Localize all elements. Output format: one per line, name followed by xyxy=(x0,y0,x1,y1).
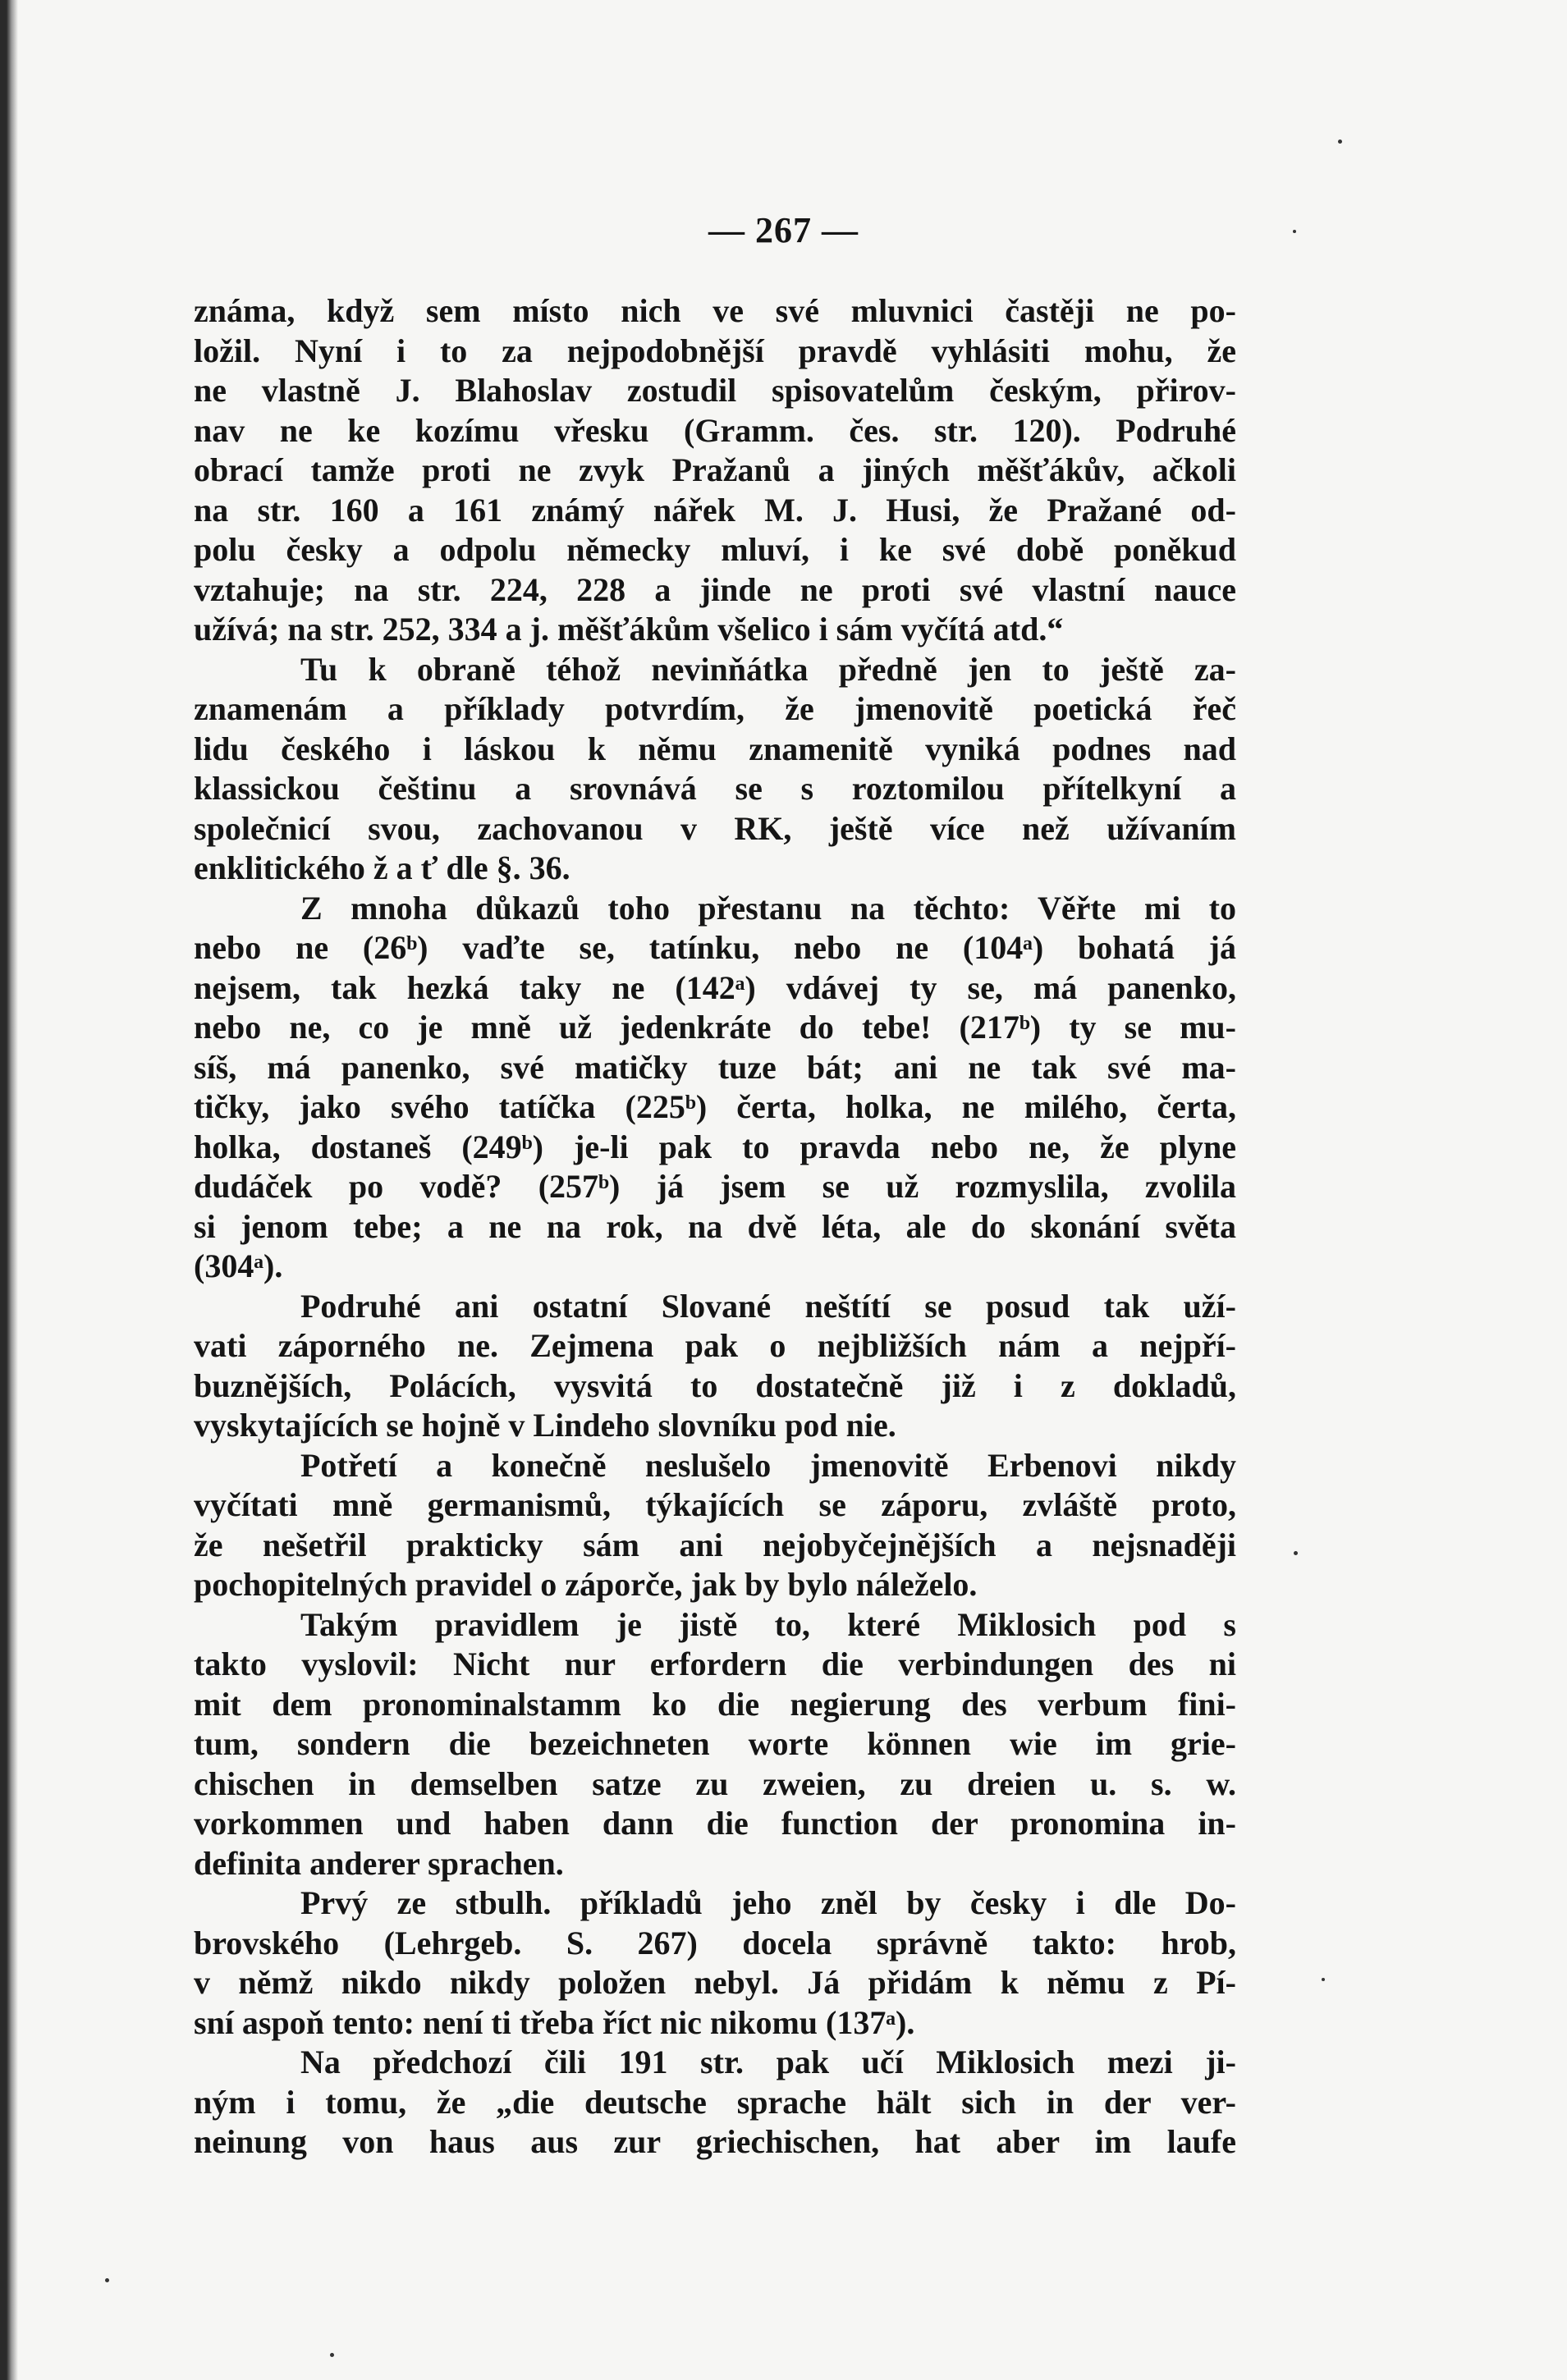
text-line: vztahuje; na str. 224, 228 a jinde ne proti své vlastní nauce xyxy=(194,570,1236,608)
scan-edge xyxy=(0,0,18,2380)
text-line: pochopitelných pravidel o záporče, jak by bylo náleželo. xyxy=(194,1566,978,1603)
text-line: nav ne ke kozímu vřesku (Gramm. čes. str. 120). Podruhé xyxy=(194,411,1236,449)
scan-speck xyxy=(1322,1978,1325,1981)
text-line: vorkommen und haben dann die function der pronomina in- xyxy=(194,1805,1236,1842)
text-line: ne vlastně J. Blahoslav zostudil spisovatelům českým, přirov- xyxy=(194,372,1236,409)
text-line: vati záporného ne. Zejmena pak o nejbližších nám a nejpří- xyxy=(194,1327,1236,1364)
text-line: buznějších, Polácích, vysvitá to dostatečně již i z dokladů, xyxy=(194,1366,1236,1404)
text-line: lidu českého i láskou k němu znamenitě vyniká podnes nad xyxy=(194,730,1236,767)
scan-speck xyxy=(330,2353,334,2357)
text-line: obrací tamže proti ne zvyk Pražanů a jiných měšťákův, ačkoli xyxy=(194,451,1236,488)
text-line: neinung von haus aus zur griechischen, hat aber im laufe xyxy=(194,2123,1236,2160)
text-line: Na předchozí čili 191 str. pak učí Miklosich mezi ji- xyxy=(300,2044,1236,2080)
text-line: takto vyslovil: Nicht nur erfordern die verbindungen des ni xyxy=(194,1645,1236,1682)
text-line: vyskytajících se hojně v Lindeho slovníku pod nie. xyxy=(194,1407,896,1444)
text-line: nebo ne (26ᵇ) vaďte se, tatínku, nebo ne (104ᵃ) bohatá já xyxy=(194,929,1236,966)
text-line: na str. 160 a 161 známý nářek M. J. Husi, že Pražané od- xyxy=(194,491,1236,529)
text-line: si jenom tebe; a ne na rok, na dvě léta, ale do skonání světa xyxy=(194,1207,1236,1245)
text-line: Potřetí a konečně neslušelo jmenovitě Erbenovi nikdy xyxy=(300,1446,1236,1484)
text-line: ným i tomu, že „die deutsche sprache hält sich in der ver- xyxy=(194,2083,1236,2121)
text-line: známa, když sem místo nich ve své mluvnici častěji ne po- xyxy=(194,292,1236,329)
text-line: klassickou češtinu a srovnává se s roztomilou přítelkyní a xyxy=(194,770,1236,807)
text-line: užívá; na str. 252, 334 a j. měšťákům všelico i sám vyčítá atd.“ xyxy=(194,611,1064,648)
text-line: holka, dostaneš (249ᵇ) je-li pak to pravda nebo ne, že plyne xyxy=(194,1128,1236,1165)
text-line: síš, má panenko, své matičky tuze bát; ani ne tak své ma- xyxy=(194,1048,1236,1086)
text-line: že nešetřil prakticky sám ani nejobyčejnějších a nejsnaději xyxy=(194,1526,1236,1563)
text-line: Takým pravidlem je jistě to, které Miklosich pod s xyxy=(300,1605,1236,1643)
text-line: znamenám a příklady potvrdím, že jmenovitě poetická řeč xyxy=(194,690,1236,727)
text-line: definita anderer sprachen. xyxy=(194,1844,564,1882)
text-line: vyčítati mně germanismů, týkajících se záporu, zvláště proto, xyxy=(194,1486,1236,1523)
text-line: nebo ne, co je mně už jedenkráte do tebe! (217ᵇ) ty se mu- xyxy=(194,1009,1236,1046)
text-line: společnicí svou, zachovanou v RK, ještě více než užívaním xyxy=(194,809,1236,847)
text-line: dudáček po vodě? (257ᵇ) já jsem se už rozmyslila, zvolila xyxy=(194,1168,1236,1205)
text-line: Prvý ze stbulh. příkladů jeho zněl by česky i dle Do- xyxy=(300,1884,1236,1921)
text-line: enklitického ž a ť dle §. 36. xyxy=(194,849,570,886)
text-line: mit dem pronominalstamm ko die negierung des verbum fini- xyxy=(194,1685,1236,1723)
text-line: nejsem, tak hezká taky ne (142ᵃ) vdávej ty se, má panenko, xyxy=(194,968,1236,1006)
scan-speck xyxy=(1338,140,1342,144)
text-line: Tu k obraně téhož nevinňátka předně jen to ještě za- xyxy=(300,650,1236,688)
scan-speck xyxy=(1294,1551,1298,1555)
text-line: v němž nikdo nikdy položen nebyl. Já přidám k němu z Pí- xyxy=(194,1964,1236,2001)
text-line: polu česky a odpolu německy mluví, i ke své době poněkud xyxy=(194,531,1236,568)
text-line: Podruhé ani ostatní Slované neštítí se posud tak uží- xyxy=(300,1287,1236,1325)
text-line: brovského (Lehrgeb. S. 267) docela správně takto: hrob, xyxy=(194,1924,1236,1961)
body-text xyxy=(194,291,1236,2163)
text-line: ložil. Nyní i to za nejpodobnější pravdě vyhlásiti mohu, že xyxy=(194,332,1236,369)
page-number: — 267 — xyxy=(708,210,859,250)
text-line: chischen in demselben satze zu zweien, zu dreien u. s. w. xyxy=(194,1764,1236,1802)
text-line: sní aspoň tento: není ti třeba říct nic nikomu (137ᵃ). xyxy=(194,2003,915,2041)
text-line: tičky, jako svého tatíčka (225ᵇ) čerta, holka, ne milého, čerta, xyxy=(194,1088,1236,1125)
scan-speck xyxy=(1293,230,1296,233)
text-line: Z mnoha důkazů toho přestanu na těchto: Věřte mi to xyxy=(300,889,1236,927)
scan-speck xyxy=(105,2278,109,2282)
text-line: tum, sondern die bezeichneten worte können wie im grie- xyxy=(194,1725,1236,1762)
text-line: (304ᵃ). xyxy=(194,1247,283,1284)
